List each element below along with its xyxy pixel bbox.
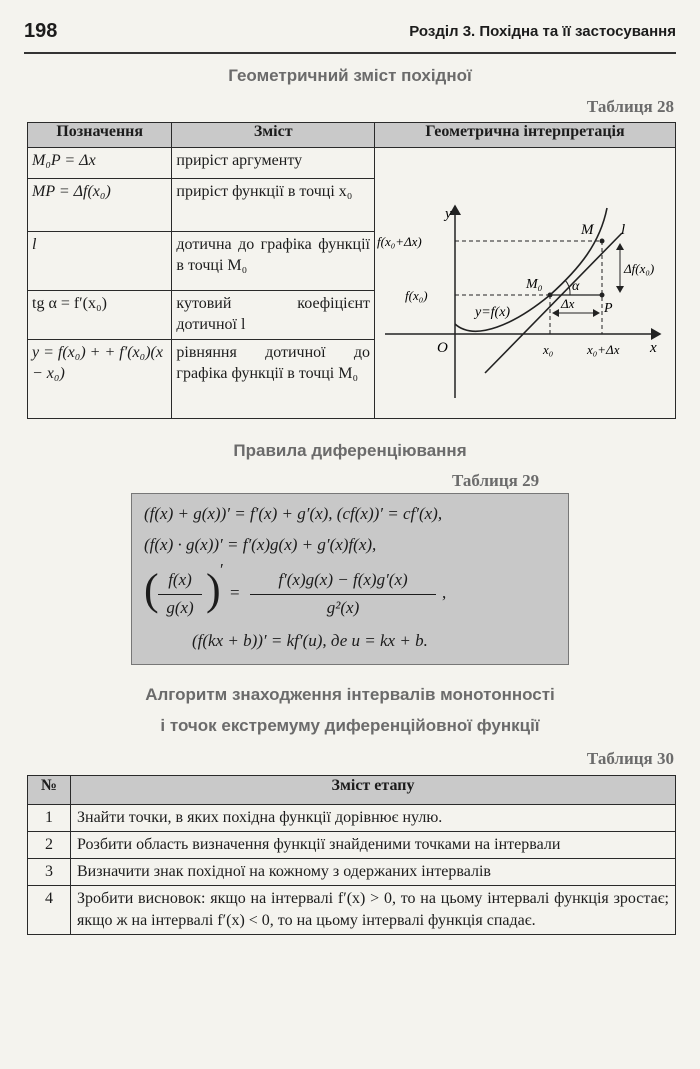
table-row	[28, 148, 676, 179]
table-30-label: Таблиця 30	[586, 749, 674, 768]
table-row	[28, 805, 676, 832]
tangent-label: l	[621, 222, 626, 238]
point-p-label: P	[604, 301, 613, 316]
point-m0	[548, 293, 553, 298]
section-title-rules: Правила диференціювання	[233, 441, 467, 460]
notation-cell: y = f(x₀) + + f′(x₀)(x − x₀)	[28, 339, 172, 419]
lhs-denominator: g(x)	[166, 598, 194, 617]
y-axis-label: y	[445, 206, 452, 222]
alpha-label: α	[572, 279, 580, 294]
table-row	[28, 886, 676, 935]
step-text: Розбити область визначення функції знайденими точками на інтервали	[71, 832, 676, 859]
rhs-numerator: f′(x)g(x) − f(x)g′(x)	[278, 570, 408, 589]
table-30	[27, 775, 676, 935]
curve-label: y=f(x)	[475, 305, 511, 320]
fraction-bar	[158, 594, 202, 595]
rhs-denominator: g²(x)	[326, 598, 360, 617]
delta-f-label: Δf(x₀)	[624, 261, 655, 276]
notation-cell: tg α = f′(x₀)	[28, 290, 172, 339]
origin-label: O	[437, 340, 448, 356]
meaning-cell: приріст аргументу	[172, 148, 375, 179]
column-header: №	[28, 776, 71, 805]
column-header: Зміст етапу	[71, 776, 676, 805]
step-number: 4	[28, 886, 71, 935]
f-x0-dx-label: f(x₀+Δx)	[377, 234, 422, 249]
section-title-algorithm-2: і точок екстремуму диференційовної функції	[160, 716, 540, 735]
table-header-row	[28, 123, 676, 148]
table-header-row	[28, 776, 676, 805]
derivative-graph	[375, 148, 675, 418]
f-x0-label: f(x₀)	[405, 288, 428, 303]
point-m-label: M	[581, 222, 594, 238]
table-28	[27, 122, 676, 419]
step-text: Знайти точки, в яких похідна функції дорівнює нулю.	[71, 805, 676, 832]
step-text: Визначити знак похідної на кожному з одержаних інтервалів	[71, 859, 676, 886]
column-header: Геометрична інтерпретація	[375, 123, 676, 148]
angle-arc	[565, 280, 570, 295]
rule-line-1: (f(x) + g(x))′ = f′(x) + g′(x), (cf(x))′ = cf′(x),	[144, 504, 443, 523]
column-header: Позначення	[28, 123, 172, 148]
step-text: Зробити висновок: якщо на інтервалі f′(x) > 0, то на цьому інтервалі функція зростає; якщо ж на інтервалі f′(x) < 0, то на цьому інтервалі функція спадає.	[71, 886, 676, 935]
point-p	[600, 293, 605, 298]
table-row	[28, 832, 676, 859]
notation-cell: l	[28, 231, 172, 290]
x-axis-label: x	[650, 340, 657, 356]
fraction-bar	[250, 594, 436, 595]
notation-cell: M₀P = Δx	[28, 148, 172, 179]
meaning-cell: рівняння дотичної до графіка функції в точці M₀	[172, 339, 375, 419]
page-number: 198	[24, 20, 58, 42]
meaning-cell: приріст функції в точці x₀	[172, 178, 375, 231]
section-title-geometric: Геометричний зміст похідної	[228, 66, 472, 85]
section-title-algorithm-1: Алгоритм знаходження інтервалів монотонності	[145, 685, 555, 704]
meaning-cell: кутовий коефіцієнт дотичної l	[172, 290, 375, 339]
page-header	[24, 18, 676, 54]
geometric-graph-cell	[375, 148, 676, 419]
table-29-label: Таблиця 29	[452, 471, 540, 490]
meaning-cell: дотична до графіка функції в точці M₀	[172, 231, 375, 290]
quotient-rule: ( f(x) g(x) ) ′ = f′(x)g(x) − f(x)g′(x) g²(x) ,	[144, 560, 447, 617]
chapter-title: Розділ 3. Похідна та її застосування	[409, 23, 676, 40]
lhs-numerator: f(x)	[168, 570, 192, 589]
rule-line-2: (f(x) · g(x))′ = f′(x)g(x) + g′(x)f(x),	[144, 535, 377, 554]
step-number: 3	[28, 859, 71, 886]
step-number: 2	[28, 832, 71, 859]
rule-line-4: (f(kx + b))′ = kf′(u), де u = kx + b.	[192, 631, 428, 650]
differentiation-rules-box	[131, 493, 569, 665]
delta-x-label: Δx	[561, 296, 575, 311]
x0-label: x₀	[543, 342, 554, 357]
notation-cell: MP = Δf(x₀)	[28, 178, 172, 231]
point-m0-label: M₀	[526, 277, 543, 292]
table-row	[28, 859, 676, 886]
point-m	[600, 239, 605, 244]
step-number: 1	[28, 805, 71, 832]
x0-dx-label: x₀+Δx	[587, 342, 620, 357]
column-header: Зміст	[172, 123, 375, 148]
table-28-label: Таблиця 28	[586, 97, 674, 116]
